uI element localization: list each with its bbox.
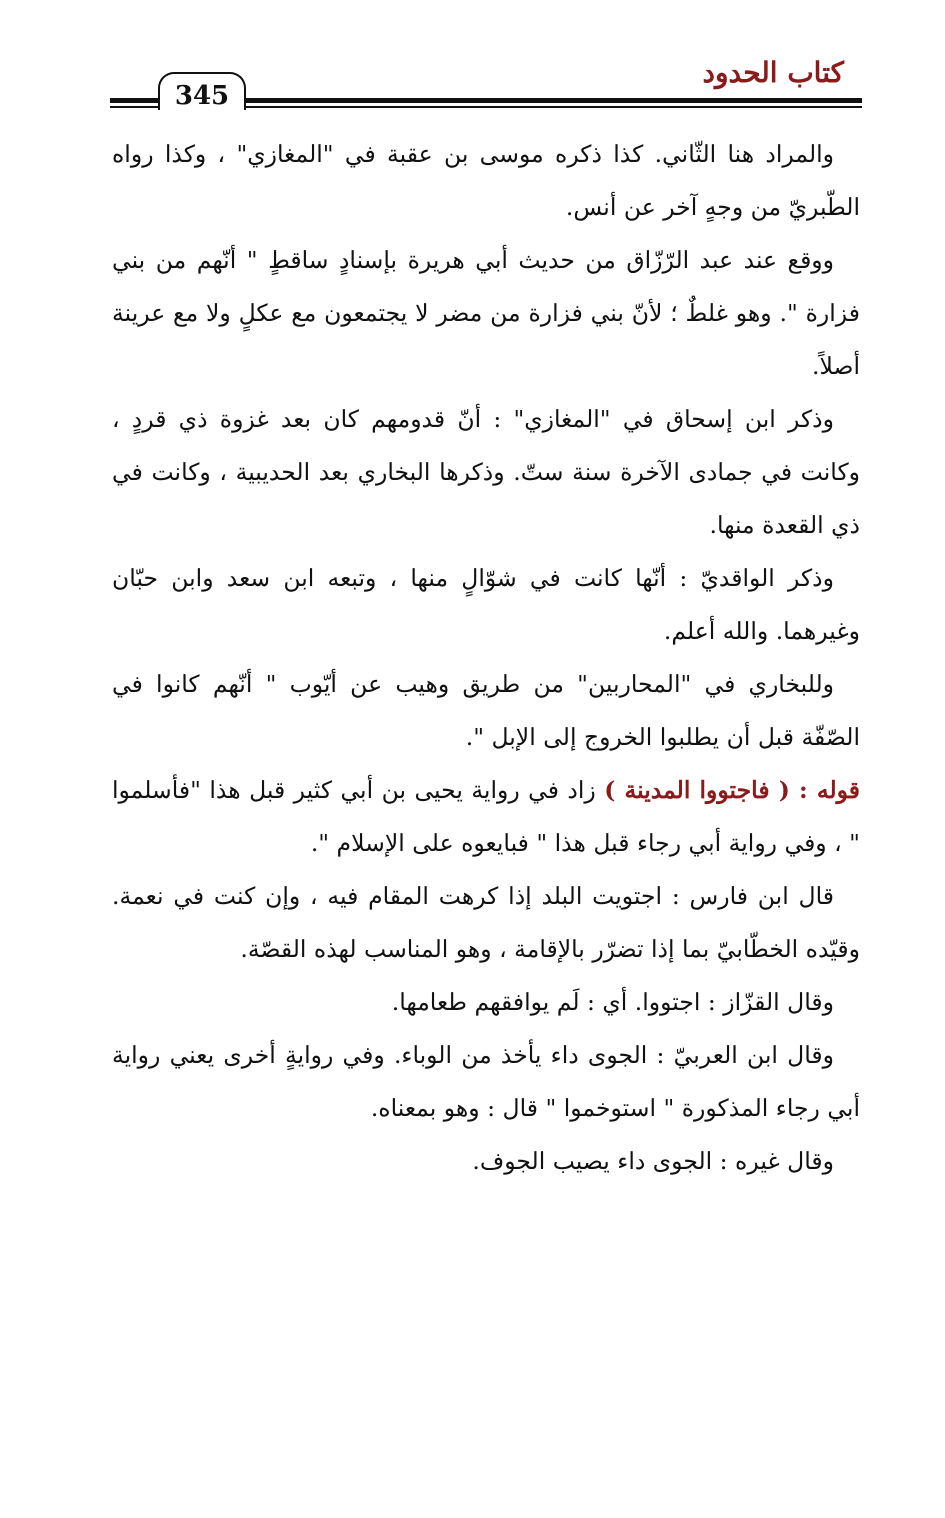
paragraph-2: ووقع عند عبد الرّزّاق من حديث أبي هريرة بإسنادٍ ساقطٍ " أنّهم من بني فزارة ". وهو غلطٌ ؛ لأنّ بني فزارة من مضر لا يجتمعون مع عكلٍ ولا مع عرينة أصلاً. <box>112 246 860 380</box>
paragraph-6 <box>112 764 860 870</box>
paragraph-3: وذكر ابن إسحاق في "المغازي" : أنّ قدومهم كان بعد غزوة ذي قردٍ ، وكانت في جمادى الآخرة سنة ستّ. وذكرها البخاري بعد الحديبية ، وكانت في ذي القعدة منها. <box>112 405 860 539</box>
paragraph-5: وللبخاري في "المحاربين" من طريق وهيب عن أيّوب " أنّهم كانوا في الصّفّة قبل أن يطلبوا الخروج إلى الإبل ". <box>112 670 860 751</box>
quoted-phrase: قوله : ( فاجتووا المدينة ) <box>604 776 860 804</box>
page-number: 345 <box>158 72 246 110</box>
paragraph-10: وقال غيره : الجوى داء يصيب الجوف. <box>472 1147 834 1175</box>
paragraph-8: وقال القزّاز : اجتووا. أي : لَم يوافقهم طعامها. <box>391 988 834 1016</box>
paragraph-7: قال ابن فارس : اجتويت البلد إذا كرهت المقام فيه ، وإن كنت في نعمة. وقيّده الخطّابيّ بما إذا تضرّر بالإقامة ، وهو المناسب لهذه القصّة. <box>112 882 860 963</box>
paragraph-4: وذكر الواقديّ : أنّها كانت في شوّالٍ منها ، وتبعه ابن سعد وابن حبّان وغيرهما. والله أعلم. <box>112 564 860 645</box>
book-title: كتاب الحدود <box>702 56 844 89</box>
paragraph-6-text: زاد في رواية يحيى بن أبي كثير قبل هذا "فأسلموا " ، وفي رواية أبي رجاء قبل هذا " فبايعوه على الإسلام ". <box>112 776 860 857</box>
paragraph-1: والمراد هنا الثّاني. كذا ذكره موسى بن عقبة في "المغازي" ، وكذا رواه الطّبريّ من وجهٍ آخر عن أنس. <box>112 140 860 221</box>
page-header <box>110 50 862 120</box>
page-body <box>112 128 860 1188</box>
paragraph-9: وقال ابن العربيّ : الجوى داء يأخذ من الوباء. وفي روايةٍ أخرى يعني رواية أبي رجاء المذكورة " استوخموا " قال : وهو بمعناه. <box>112 1041 860 1122</box>
